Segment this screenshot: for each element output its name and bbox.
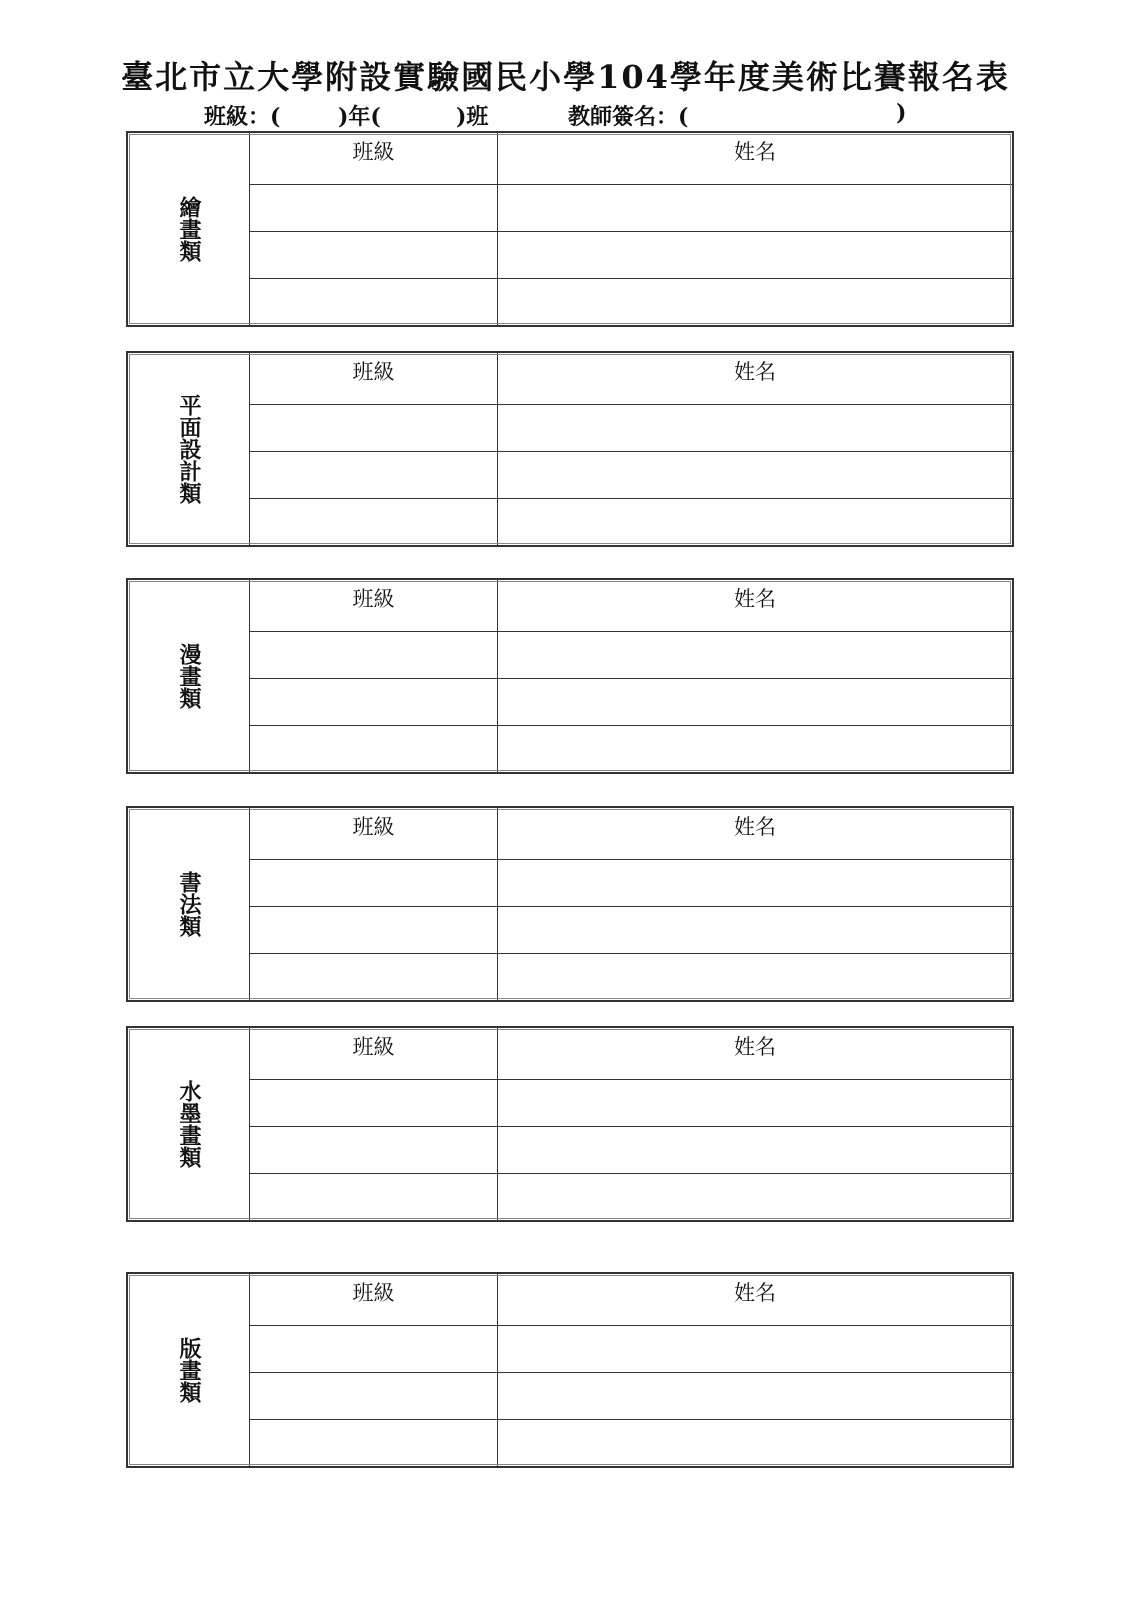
entry-name-cell[interactable] bbox=[498, 499, 1012, 545]
entry-class-cell[interactable] bbox=[250, 1420, 498, 1466]
category-label: 漫畫類 bbox=[176, 643, 202, 709]
entry-class-cell[interactable] bbox=[250, 1174, 498, 1220]
entry-name-cell[interactable] bbox=[498, 452, 1012, 499]
category-label: 書法類 bbox=[176, 871, 202, 937]
header-name: 姓名 bbox=[498, 133, 1012, 185]
category-label: 繪畫類 bbox=[176, 196, 202, 262]
header-class: 班級 bbox=[250, 808, 498, 860]
entry-grid bbox=[250, 1028, 1012, 1220]
teacher-signature-close: ) bbox=[896, 100, 907, 126]
category-table-ink-painting bbox=[126, 1026, 1014, 1222]
category-table-printmaking bbox=[126, 1272, 1014, 1468]
teacher-signature-label: 教師簽名：( bbox=[568, 104, 689, 130]
entry-name-cell[interactable] bbox=[498, 679, 1012, 726]
entry-name-cell[interactable] bbox=[498, 860, 1012, 907]
entry-class-cell[interactable] bbox=[250, 279, 498, 325]
entry-name-cell[interactable] bbox=[498, 1420, 1012, 1466]
header-name: 姓名 bbox=[498, 808, 1012, 860]
entry-name-cell[interactable] bbox=[498, 232, 1012, 279]
header-class: 班級 bbox=[250, 1028, 498, 1080]
entry-grid bbox=[250, 1274, 1012, 1466]
category-label-cell bbox=[128, 808, 250, 1000]
category-label-cell bbox=[128, 1028, 250, 1220]
header-name: 姓名 bbox=[498, 1274, 1012, 1326]
entry-name-cell[interactable] bbox=[498, 726, 1012, 772]
category-label: 水墨畫類 bbox=[176, 1080, 202, 1168]
category-table-painting bbox=[126, 131, 1014, 327]
entry-class-cell[interactable] bbox=[250, 632, 498, 679]
year-label: )年( bbox=[338, 104, 381, 130]
header-name: 姓名 bbox=[498, 580, 1012, 632]
category-label: 版畫類 bbox=[176, 1337, 202, 1403]
entry-name-cell[interactable] bbox=[498, 1326, 1012, 1373]
header-class: 班級 bbox=[250, 580, 498, 632]
entry-name-cell[interactable] bbox=[498, 279, 1012, 325]
entry-class-cell[interactable] bbox=[250, 452, 498, 499]
entry-grid bbox=[250, 353, 1012, 545]
entry-class-cell[interactable] bbox=[250, 860, 498, 907]
entry-name-cell[interactable] bbox=[498, 1373, 1012, 1420]
header-name: 姓名 bbox=[498, 353, 1012, 405]
header-class: 班級 bbox=[250, 133, 498, 185]
category-label-cell bbox=[128, 133, 250, 325]
entry-name-cell[interactable] bbox=[498, 405, 1012, 452]
category-label-cell bbox=[128, 580, 250, 772]
entry-name-cell[interactable] bbox=[498, 907, 1012, 954]
entry-class-cell[interactable] bbox=[250, 232, 498, 279]
entry-name-cell[interactable] bbox=[498, 1080, 1012, 1127]
category-table-graphic-design bbox=[126, 351, 1014, 547]
entry-class-cell[interactable] bbox=[250, 679, 498, 726]
entry-class-cell[interactable] bbox=[250, 1127, 498, 1174]
entry-class-cell[interactable] bbox=[250, 405, 498, 452]
entry-grid bbox=[250, 808, 1012, 1000]
category-label-cell bbox=[128, 1274, 250, 1466]
entry-name-cell[interactable] bbox=[498, 1127, 1012, 1174]
entry-class-cell[interactable] bbox=[250, 1373, 498, 1420]
category-table-calligraphy bbox=[126, 806, 1014, 1002]
header-name: 姓名 bbox=[498, 1028, 1012, 1080]
entry-class-cell[interactable] bbox=[250, 1080, 498, 1127]
entry-grid bbox=[250, 133, 1012, 325]
entry-grid bbox=[250, 580, 1012, 772]
header-class: 班級 bbox=[250, 1274, 498, 1326]
form-title: 臺北市立大學附設實驗國民小學104學年度美術比賽報名表 bbox=[121, 58, 1010, 96]
entry-class-cell[interactable] bbox=[250, 726, 498, 772]
entry-class-cell[interactable] bbox=[250, 1326, 498, 1373]
entry-name-cell[interactable] bbox=[498, 632, 1012, 679]
entry-name-cell[interactable] bbox=[498, 954, 1012, 1000]
entry-name-cell[interactable] bbox=[498, 185, 1012, 232]
entry-class-cell[interactable] bbox=[250, 954, 498, 1000]
class-info-line bbox=[0, 100, 1131, 130]
category-label: 平面設計類 bbox=[176, 394, 202, 504]
class-label: 班級：( bbox=[204, 104, 281, 130]
entry-name-cell[interactable] bbox=[498, 1174, 1012, 1220]
category-table-comic bbox=[126, 578, 1014, 774]
entry-class-cell[interactable] bbox=[250, 499, 498, 545]
ban-label: )班 bbox=[456, 104, 489, 130]
category-label-cell bbox=[128, 353, 250, 545]
entry-class-cell[interactable] bbox=[250, 907, 498, 954]
entry-class-cell[interactable] bbox=[250, 185, 498, 232]
header-class: 班級 bbox=[250, 353, 498, 405]
